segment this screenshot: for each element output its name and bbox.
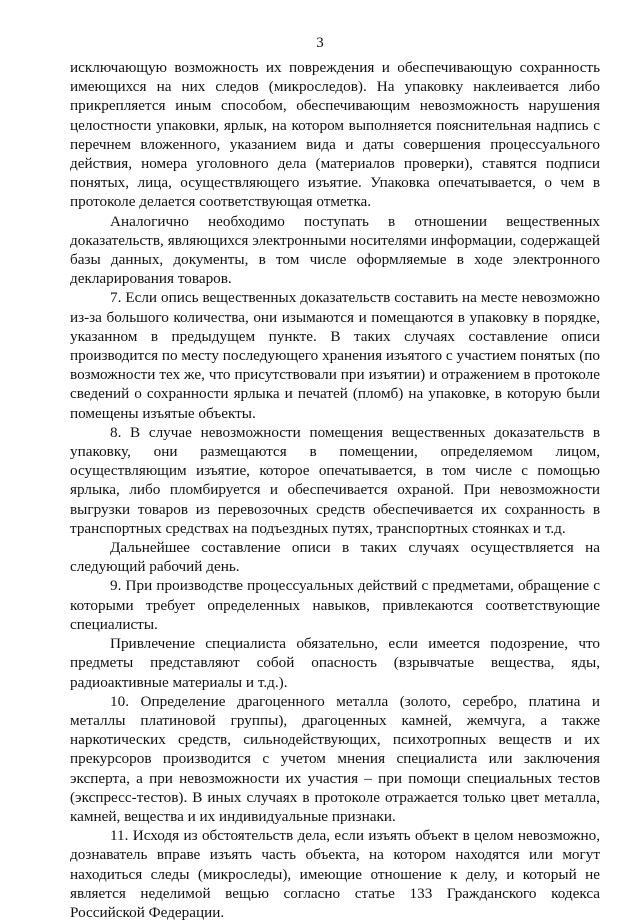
- paragraph-item-9-specialist: Привлечение специалиста обязательно, если имеется подозрение, что предметы представляют собой опасность (взрывчатые вещества, яды, радиоактивные материалы и т.д.).: [70, 635, 600, 691]
- paragraph-item-8-continued: Дальнейшее составление описи в таких случаях осуществляется на следующий рабочий день.: [70, 539, 600, 576]
- paragraph-item-10: 10. Определение драгоценного металла (золото, серебро, платина и металлы платиновой группы), драгоценных камней, жемчуга, а также наркотических средств, сильнодействующих, психотропных веществ и их прекурсоров производится с учетом мнения специалиста или заключения эксперта, а при невозможности их участия – при помощи специальных тестов (экспресс-тестов). В иных случаях в протоколе отражается только цвет металла, камней, вещества и их индивидуальные признаки.: [70, 692, 600, 825]
- paragraph-electronic-media: Аналогично необходимо поступать в отношении вещественных доказательств, являющихся электронными носителями информации, содержащей базы данных, документы, в том числе оформляемые в ходе электронного декларирования товаров.: [70, 212, 600, 288]
- paragraph-item-9: 9. При производстве процессуальных действий с предметами, обращение с которыми требует определенных навыков, привлекаются соответствующие специалисты.: [70, 577, 600, 633]
- document-body: [70, 58, 600, 922]
- paragraph-item-7: 7. Если опись вещественных доказательств составить на месте невозможно из-за большого количества, они изымаются и помещаются в упаковку в порядке, указанном в предыдущем пункте. В таких случаях составление описи производится по месту последующего хранения изъятого с участием понятых (по возможности тех же, что присутствовали при изъятии) и отражением в протоколе сведений о сохранности ярлыка и печатей (пломб) на упаковке, в которую были помещены изъятые объекты.: [70, 289, 600, 422]
- paragraph-continuation: исключающую возможность их повреждения и обеспечивающую сохранность имеющихся на них следов (микроследов). На упаковку наклеивается либо прикрепляется иным способом, обеспечивающим невозможность нарушения целостности упаковки, ярлык, на котором выполняется пояснительная надпись с перечнем вложенного, указанием вида и даты совершения процессуального действия, номера уголовного дела (материалов проверки), ставятся подписи понятых, лица, осуществляющего изъятие. Упаковка опечатывается, о чем в протоколе делается соответствующая отметка.: [70, 59, 600, 211]
- paragraph-item-8: 8. В случае невозможности помещения вещественных доказательств в упаковку, они размещаются в помещении, определяемом лицом, осуществляющим изъятие, которое опечатывается, в том числе с помощью ярлыка, либо пломбируется и обеспечивается охраной. При невозможности выгрузки товаров из перевозочных средств обеспечивается их сохранность в транспортных средствах на подъездных путях, транспортных стоянках и т.д.: [70, 423, 600, 537]
- paragraph-item-11: 11. Исходя из обстоятельств дела, если изъять объект в целом невозможно, дознаватель вправе изъять часть объекта, на котором находятся или могут находиться следы (микроследы), имеющие отношение к делу, и который не является неделимой вещью согласно статье 133 Гражданского кодекса Российской Федерации.: [70, 827, 600, 921]
- page-number: 3: [316, 35, 324, 51]
